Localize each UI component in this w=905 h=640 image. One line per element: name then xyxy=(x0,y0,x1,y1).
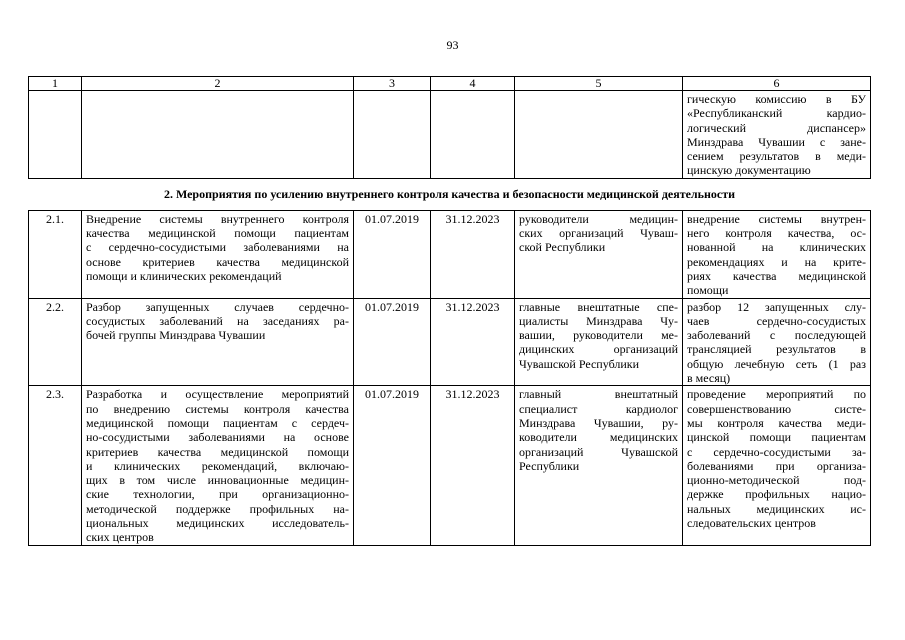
text-line: циональных медицинских исследователь- xyxy=(86,516,349,531)
text-line: рекомендациях и на крите- xyxy=(687,254,866,269)
header-col-4: 4 xyxy=(431,77,515,91)
text-line: ские технологии, при организационно- xyxy=(86,487,349,502)
continuation-start xyxy=(354,91,431,179)
text-line: Разработка и осуществление мероприятий xyxy=(86,387,349,402)
text-line: внедрение системы внутрен- xyxy=(687,211,866,226)
text-line: Разбор запущенных случаев сердечно- xyxy=(86,299,349,314)
text-line: ководители медицинских xyxy=(519,430,678,445)
text-line: трансляцией результатов в xyxy=(687,342,866,357)
text-line: гическую комиссию в БУ xyxy=(687,92,866,106)
text-line: сосудистых заболеваний на заседаниях ра- xyxy=(86,313,349,328)
row-number: 2.2. xyxy=(29,298,82,386)
row-end-date: 31.12.2023 xyxy=(431,386,515,545)
text-line: проведение мероприятий по xyxy=(687,387,866,402)
continuation-activity xyxy=(82,91,354,179)
text-line: Внедрение системы внутреннего контроля xyxy=(86,211,349,226)
text-line: нальных медицинских ис- xyxy=(687,501,866,516)
text-line: него контроля качества, ос- xyxy=(687,226,866,241)
row-result xyxy=(683,210,871,298)
header-col-5: 5 xyxy=(515,77,683,91)
table-row xyxy=(29,210,871,298)
text-line: критериев качества медицинской помощи xyxy=(86,444,349,459)
text-line: медицинской помощи пациентам с сердеч- xyxy=(86,415,349,430)
section-row xyxy=(29,178,871,210)
continuation-num xyxy=(29,91,82,179)
text-line: совершенствованию систе- xyxy=(687,401,866,416)
text-line: ционно-методической под- xyxy=(687,473,866,488)
section-title: 2. Мероприятия по усилению внутреннего контроля качества и безопасности медицинской деятельности xyxy=(29,178,871,210)
continuation-result xyxy=(683,91,871,179)
text-line: но-сосудистыми заболеваниями на основе xyxy=(86,430,349,445)
text-line: следовательских центров xyxy=(687,516,816,531)
row-activity xyxy=(82,210,354,298)
text-line: держке профильных нацио- xyxy=(687,487,866,502)
text-line: чаев сердечно-сосудистых xyxy=(687,313,866,328)
row-number: 2.1. xyxy=(29,210,82,298)
text-line: главные внештатные спе- xyxy=(519,299,678,314)
text-line: организаций Чувашской xyxy=(519,444,678,459)
text-line: в месяц) xyxy=(687,371,731,386)
text-line: Минздрава Чувашии, ру- xyxy=(519,415,678,430)
table-row xyxy=(29,298,871,386)
text-line: вашии, руководители ме- xyxy=(519,328,678,343)
text-line: разбор 12 запущенных слу- xyxy=(687,299,866,314)
text-line: ских организаций Чуваш- xyxy=(519,226,678,241)
text-line: и клинических рекомендаций, включаю- xyxy=(86,458,349,473)
row-activity xyxy=(82,386,354,545)
row-number: 2.3. xyxy=(29,386,82,545)
row-start-date: 01.07.2019 xyxy=(354,386,431,545)
text-line: главный внештатный xyxy=(519,387,678,402)
row-activity xyxy=(82,298,354,386)
text-line: сением результатов в меди- xyxy=(687,149,866,164)
text-line: помощи и клинических рекомендаций xyxy=(86,268,282,283)
text-line: Чувашской Республики xyxy=(519,356,640,371)
continuation-row xyxy=(29,91,871,179)
text-line: Республики xyxy=(519,458,580,473)
row-start-date: 01.07.2019 xyxy=(354,298,431,386)
row-responsible xyxy=(515,210,683,298)
table-row xyxy=(29,386,871,545)
text-line: основе критериев качества медицинской xyxy=(86,254,349,269)
text-line: циалисты Минздрава Чу- xyxy=(519,313,678,328)
text-line: бочей группы Минздрава Чувашии xyxy=(86,328,266,343)
text-line: нованной на клинических xyxy=(687,240,866,255)
row-start-date: 01.07.2019 xyxy=(354,210,431,298)
text-line: ских центров xyxy=(86,530,154,545)
text-line: с сердечно-сосудистыми заболеваниями на xyxy=(86,240,349,255)
plan-table xyxy=(28,76,871,546)
row-end-date: 31.12.2023 xyxy=(431,210,515,298)
text-line: заболеваний с последующей xyxy=(687,328,866,343)
row-responsible xyxy=(515,298,683,386)
page-number: 93 xyxy=(446,38,459,52)
text-line: ской Республики xyxy=(519,240,606,255)
row-result xyxy=(683,386,871,545)
text-line: методической поддержке профильных на- xyxy=(86,501,349,516)
text-line: Минздрава Чувашии с зане- xyxy=(687,134,866,149)
text-line: с сердечно-сосудистыми за- xyxy=(687,444,866,459)
continuation-responsible xyxy=(515,91,683,179)
text-line: качества медицинской помощи пациентам xyxy=(86,226,349,241)
row-end-date: 31.12.2023 xyxy=(431,298,515,386)
header-col-6: 6 xyxy=(683,77,871,91)
header-col-2: 2 xyxy=(82,77,354,91)
text-line: цинскую документацию xyxy=(687,163,811,178)
text-line: мы контроля качества меди- xyxy=(687,415,866,430)
text-line: болеваниями при организа- xyxy=(687,458,866,473)
row-responsible xyxy=(515,386,683,545)
header-col-3: 3 xyxy=(354,77,431,91)
text-line: помощи xyxy=(687,283,729,298)
table-header-row xyxy=(29,77,871,91)
header-col-1: 1 xyxy=(29,77,82,91)
text-line: щих в том числе инновационные медицин- xyxy=(86,473,349,488)
text-line: цинской помощи пациентам xyxy=(687,430,866,445)
text-line: дицинских организаций xyxy=(519,342,678,357)
text-line: общую лечебную сеть (1 раз xyxy=(687,356,866,371)
text-line: риях качества медицинской xyxy=(687,268,866,283)
row-result xyxy=(683,298,871,386)
continuation-end xyxy=(431,91,515,179)
text-line: специалист кардиолог xyxy=(519,401,678,416)
text-line: руководители медицин- xyxy=(519,211,678,226)
text-line: по внедрению системы контроля качества xyxy=(86,401,349,416)
text-line: логический диспансер» xyxy=(687,120,866,135)
text-line: «Республиканский кардио- xyxy=(687,106,866,121)
